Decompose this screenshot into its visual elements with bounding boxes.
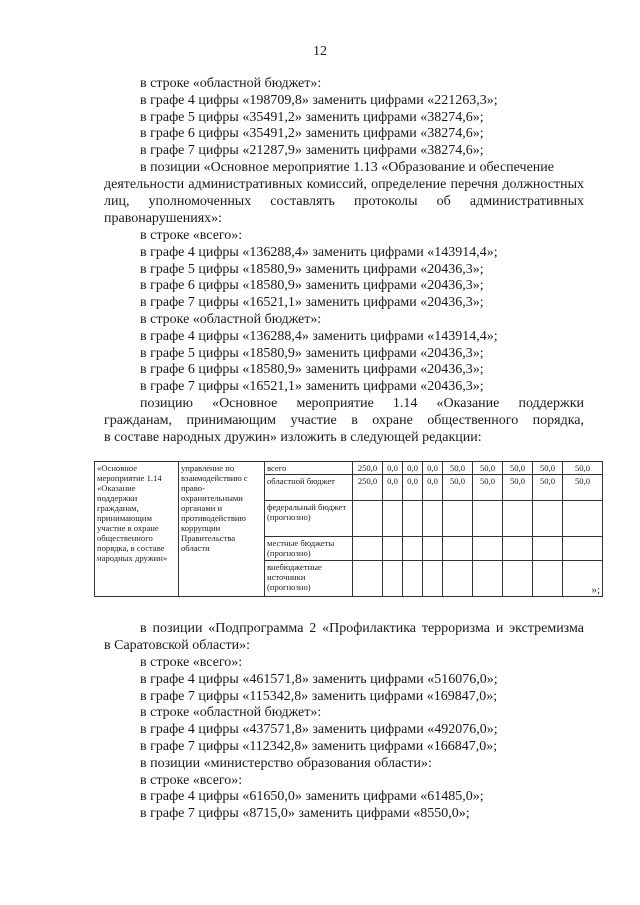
- text-line: в графе 7 цифры «8715,0» заменить цифрами «8550,0»;: [140, 806, 470, 822]
- value-cell: 250,0: [353, 475, 383, 501]
- value-cell: 0,0: [423, 475, 443, 501]
- text-line: в графе 7 цифры «115342,8» заменить цифрами «169847,0»;: [140, 688, 498, 704]
- value-cell: [563, 501, 603, 537]
- text-line: в графе 7 цифры «16521,1» заменить цифрами «20436,3»;: [140, 379, 484, 395]
- source-cell: местные бюджеты (прогнозно): [265, 537, 353, 561]
- text-line: в строке «всего»:: [140, 655, 243, 670]
- value-cell: [473, 537, 503, 561]
- value-cell: 0,0: [403, 475, 423, 501]
- source-cell: областной бюджет: [265, 475, 353, 501]
- source-cell: всего: [265, 462, 353, 475]
- position-1-14-line-1: позицию «Основное мероприятие 1.14 «Оказание поддержки: [140, 396, 584, 411]
- value-cell: 0,0: [423, 462, 443, 475]
- value-cell: [503, 561, 533, 597]
- value-cell: [473, 501, 503, 537]
- text-line: в графе 7 цифры «112342,8» заменить цифрами «166847,0»;: [140, 738, 498, 754]
- measure-name-cell: «Основное мероприятие 1.14 «Оказание поддержки гражданам, принимающим участие в охране общественного порядка, в составе народных дружин»: [95, 462, 179, 597]
- value-cell: [423, 501, 443, 537]
- text-line: в графе 4 цифры «136288,4» заменить цифрами «143914,4»;: [140, 328, 498, 344]
- value-cell: [423, 537, 443, 561]
- text-line: в графе 4 цифры «461571,8» заменить цифрами «516076,0»;: [140, 671, 498, 687]
- subprogram-2-line-2: в Саратовской области»:: [104, 638, 250, 653]
- text-line: в строке «областной бюджет»:: [140, 311, 322, 327]
- closing-quote: »;: [563, 561, 603, 597]
- position-1-13-line-1: в позиции «Основное мероприятие 1.13 «Образование и обеспечение: [140, 160, 554, 175]
- text-line: в строке «областной бюджет»:: [140, 76, 322, 91]
- value-cell: [383, 561, 403, 597]
- text-line: в строке «областной бюджет»:: [140, 705, 322, 721]
- value-cell: 50,0: [533, 475, 563, 501]
- value-cell: [353, 501, 383, 537]
- table-row: [95, 462, 603, 475]
- value-cell: [533, 561, 563, 597]
- paragraph-block-3: [140, 655, 600, 823]
- measure-table: [94, 461, 603, 597]
- value-cell: 0,0: [403, 462, 423, 475]
- value-cell: [353, 561, 383, 597]
- value-cell: [383, 501, 403, 537]
- value-cell: [403, 561, 423, 597]
- value-cell: 0,0: [383, 462, 403, 475]
- value-cell: [503, 537, 533, 561]
- text-line: в графе 4 цифры «61650,0» заменить цифрами «61485,0»;: [140, 789, 484, 805]
- value-cell: 50,0: [503, 462, 533, 475]
- value-cell: 50,0: [443, 475, 473, 501]
- executor-cell: управление по взаимодействию с право-охранительными органами и противодействию коррупции Правительства области: [179, 462, 265, 597]
- text-line: в строке «всего»:: [140, 772, 243, 788]
- page-number: 12: [313, 44, 327, 59]
- value-cell: 50,0: [533, 462, 563, 475]
- source-cell: внебюджетные источники (прогнозно): [265, 561, 353, 597]
- value-cell: [503, 501, 533, 537]
- position-1-13-line-3: лиц, уполномоченных составлять протоколы об административных: [104, 194, 584, 209]
- value-cell: [353, 537, 383, 561]
- value-cell: 50,0: [503, 475, 533, 501]
- value-cell: 50,0: [473, 475, 503, 501]
- text-line: в графе 4 цифры «136288,4» заменить цифрами «143914,4»;: [140, 244, 498, 260]
- value-cell: 50,0: [473, 462, 503, 475]
- text-line: в графе 6 цифры «18580,9» заменить цифрами «20436,3»;: [140, 278, 484, 294]
- value-cell: [563, 537, 603, 561]
- value-cell: [443, 561, 473, 597]
- value-cell: [533, 537, 563, 561]
- text-line: в строке «всего»:: [140, 228, 243, 243]
- text-line: в графе 6 цифры «35491,2» заменить цифрами «38274,6»;: [140, 126, 484, 142]
- value-cell: [533, 501, 563, 537]
- source-cell: федеральный бюджет (прогнозно): [265, 501, 353, 537]
- position-1-13-line-4: правонарушениях»:: [104, 211, 223, 226]
- value-cell: 0,0: [383, 475, 403, 501]
- value-cell: 50,0: [563, 462, 603, 475]
- value-cell: [473, 561, 503, 597]
- position-1-14-line-2: гражданам, принимающим участие в охране общественного порядка,: [104, 413, 584, 428]
- value-cell: [443, 537, 473, 561]
- text-line: в графе 5 цифры «18580,9» заменить цифрами «20436,3»;: [140, 261, 484, 277]
- text-line: в графе 4 цифры «198709,8» заменить цифрами «221263,3»;: [140, 92, 498, 108]
- text-line: в графе 5 цифры «18580,9» заменить цифрами «20436,3»;: [140, 345, 484, 361]
- position-1-13-line-2: деятельности административных комиссий, определение перечня должностных: [104, 177, 584, 192]
- text-line: в графе 7 цифры «16521,1» заменить цифрами «20436,3»;: [140, 295, 484, 311]
- position-1-14-line-3: в составе народных дружин» изложить в следующей редакции:: [104, 430, 482, 445]
- value-cell: [423, 561, 443, 597]
- text-line: в графе 6 цифры «18580,9» заменить цифрами «20436,3»;: [140, 362, 484, 378]
- value-cell: 50,0: [443, 462, 473, 475]
- value-cell: [383, 537, 403, 561]
- value-cell: [403, 501, 423, 537]
- subprogram-2-line-1: в позиции «Подпрограмма 2 «Профилактика терроризма и экстремизма: [140, 621, 584, 636]
- value-cell: [443, 501, 473, 537]
- text-line: в позиции «министерство образования области»:: [140, 755, 432, 771]
- value-cell: 50,0: [563, 475, 603, 501]
- value-cell: [403, 537, 423, 561]
- paragraph-block-1: [140, 76, 600, 160]
- value-cell: 250,0: [353, 462, 383, 475]
- text-line: в графе 4 цифры «437571,8» заменить цифрами «492076,0»;: [140, 722, 498, 738]
- text-line: в графе 5 цифры «35491,2» заменить цифрами «38274,6»;: [140, 109, 484, 125]
- text-line: в графе 7 цифры «21287,9» заменить цифрами «38274,6»;: [140, 143, 484, 159]
- paragraph-block-2: [140, 228, 600, 396]
